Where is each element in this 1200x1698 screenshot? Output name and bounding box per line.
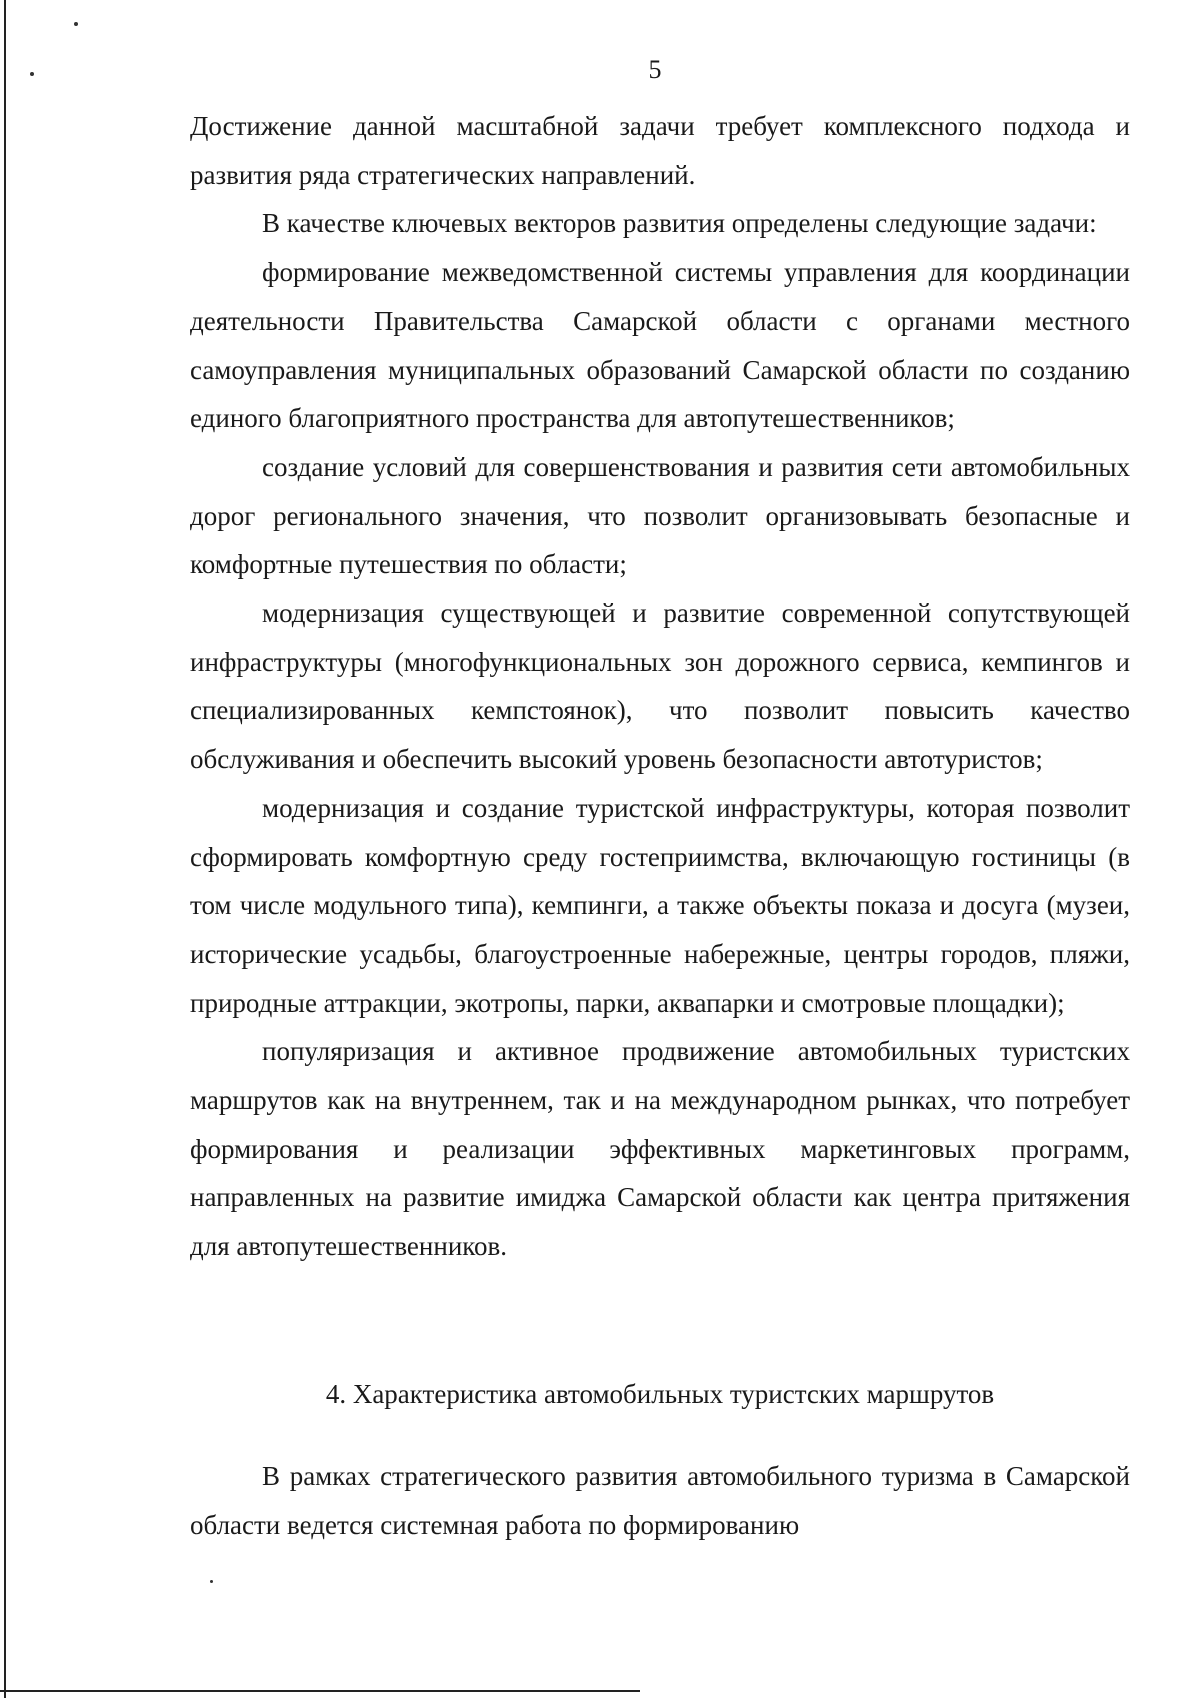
section-paragraph: В рамках стратегического развития автомобильного туризма в Самарской области ведется системная работа по формированию	[190, 1461, 1130, 1540]
paragraph-task-roads: создание условий для совершенствования и развития сети автомобильных дорог регионального значения, что позволит организовывать безопасные и комфортные путешествия по области;	[190, 451, 1130, 580]
section-heading: 4. Характеристика автомобильных туристских маршрутов	[325, 1379, 995, 1409]
paragraph-task-promotion: популяризация и активное продвижение автомобильных туристских маршрутов как на внутреннем, так и на международном рынках, что потребует формирования и реализации эффективных маркетинговых программ, направленных на развитие имиджа Самарской области как центра притяжения для автопутешественников.	[190, 1036, 1130, 1262]
scan-left-edge	[4, 0, 6, 1698]
body-text	[190, 102, 1130, 1271]
page-number: 5	[648, 55, 662, 84]
section-body	[190, 1452, 1130, 1549]
paragraph-task-tourism: модернизация и создание туристской инфраструктуры, которая позволит сформировать комфортную среду гостеприимства, включающую гостиницы (в том числе модульного типа), кемпинги, а также объекты показа и досуга (музеи, исторические усадьбы, благоустроенные набережные, центры городов, пляжи, природные аттракции, экотропы, парки, аквапарки и смотровые площадки);	[190, 792, 1130, 1018]
scan-bottom-edge	[0, 1690, 640, 1692]
scan-speck	[74, 22, 78, 26]
scan-speck	[30, 72, 34, 76]
paragraph-vectors: В качестве ключевых векторов развития определены следующие задачи:	[262, 208, 1097, 239]
scan-speck	[210, 1580, 213, 1583]
paragraph-task-management: формирование межведомственной системы управления для координации деятельности Правительства Самарской области с органами местного самоуправления муниципальных образований Самарской области по созданию единого благоприятного пространства для автопутешественников;	[190, 257, 1130, 434]
paragraph-intro: Достижение данной масштабной задачи требует комплексного подхода и развития ряда стратегических направлений.	[190, 111, 1130, 190]
paragraph-task-infrastructure: модернизация существующей и развитие современной сопутствующей инфраструктуры (многофункциональных зон дорожного сервиса, кемпингов и специализированных кемпстоянок), что позволит повысить качество обслуживания и обеспечить высокий уровень безопасности автотуристов;	[190, 598, 1130, 775]
